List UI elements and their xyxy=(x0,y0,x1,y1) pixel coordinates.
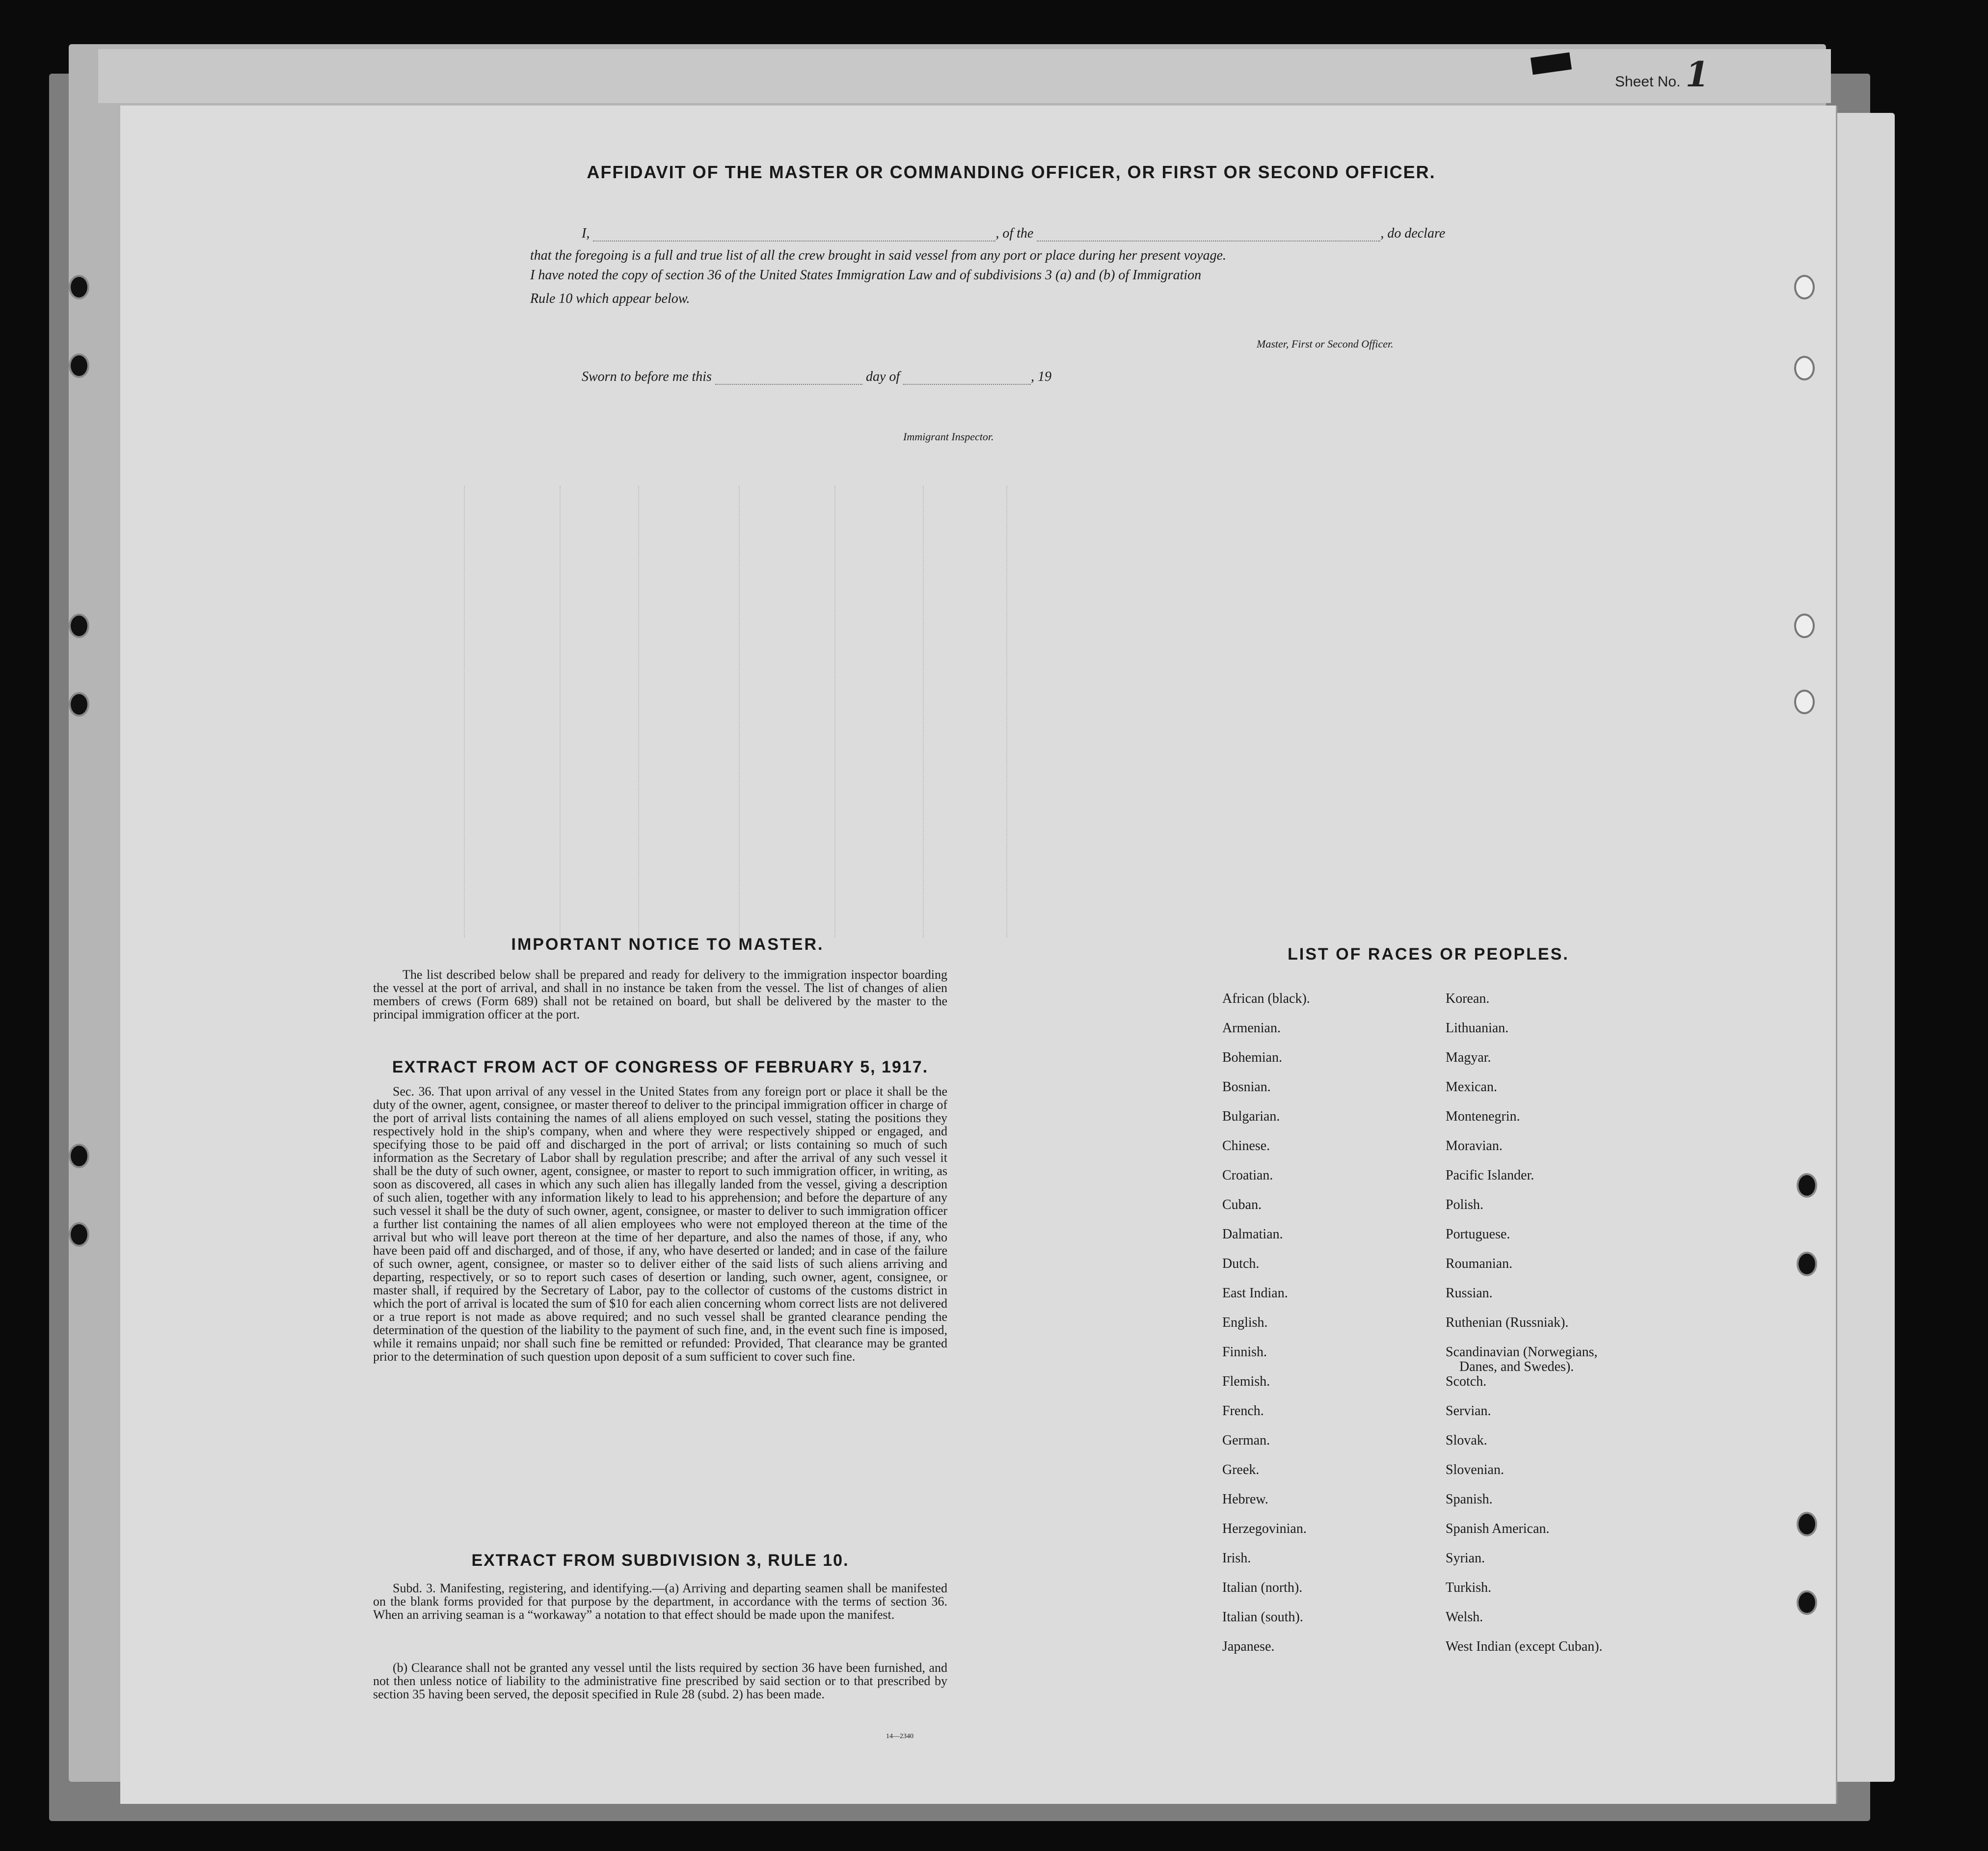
race-item: Polish. xyxy=(1446,1197,1484,1212)
race-item: Chinese. xyxy=(1222,1138,1270,1154)
race-item: Hebrew. xyxy=(1222,1492,1268,1507)
race-item: East Indian. xyxy=(1222,1286,1288,1301)
binder-hole xyxy=(69,1144,89,1168)
race-item: Bosnian. xyxy=(1222,1079,1271,1095)
sworn-day-of: day of xyxy=(865,369,900,384)
affidavit-line-2: that the foregoing is a full and true list of all the crew brought in said vessel from any port or place during her present voyage. xyxy=(530,248,1227,263)
sheet-number-value: 1 xyxy=(1685,54,1710,95)
binder-hole xyxy=(1794,356,1815,380)
affidavit-line-1 xyxy=(582,226,1445,241)
race-item: Spanish American. xyxy=(1446,1521,1550,1536)
extract-rule-body-b: (b) Clearance shall not be granted any vessel until the lists required by section 36 have been furnished, and not then unless notice of liability to the administrative fine prescribed by said section or to that prescribed by section 35 having been served, the deposit specified in Rule 28 (subd. 2) has been made. xyxy=(373,1661,947,1701)
top-sheet-strip xyxy=(98,49,1831,103)
race-item: Turkish. xyxy=(1446,1580,1492,1595)
binder-hole xyxy=(1797,1590,1817,1615)
affidavit-do-declare: , do declare xyxy=(1380,226,1446,241)
binder-hole xyxy=(1794,614,1815,638)
race-item: Japanese. xyxy=(1222,1639,1275,1654)
sworn-year: , 19 xyxy=(1031,369,1052,384)
race-item: Scotch. xyxy=(1446,1374,1487,1389)
column-rule xyxy=(638,486,639,938)
binder-hole xyxy=(1794,275,1815,299)
extract-rule-body-a: Subd. 3. Manifesting, registering, and identifying.—(a) Arriving and departing seamen shall be manifested on the blank forms provided for that purpose by the department, in accordance with the terms of section 36. When an arriving seaman is a “workaway” a notation to that effect should be made upon the manifest. xyxy=(373,1581,947,1622)
race-item: Portuguese. xyxy=(1446,1227,1510,1242)
races-title: LIST OF RACES OR PEOPLES. xyxy=(1288,945,1569,964)
column-rule xyxy=(834,486,835,938)
column-rule xyxy=(1006,486,1007,938)
extract-act-title: EXTRACT FROM ACT OF CONGRESS OF FEBRUARY 5, 1917. xyxy=(392,1058,929,1076)
affidavit-of-the: , of the xyxy=(995,226,1034,241)
race-item: Montenegrin. xyxy=(1446,1109,1520,1124)
race-item: Greek. xyxy=(1222,1462,1260,1477)
affidavit-i: I, xyxy=(582,226,590,241)
race-item: Spanish. xyxy=(1446,1492,1493,1507)
race-item: Mexican. xyxy=(1446,1079,1497,1095)
race-item: Roumanian. xyxy=(1446,1256,1513,1271)
sworn-line xyxy=(582,369,1051,385)
inspector-signature-label: Immigrant Inspector. xyxy=(903,430,994,443)
race-item: Dutch. xyxy=(1222,1256,1260,1271)
notice-body: The list described below shall be prepared and ready for delivery to the immigration inspector boarding the vessel at the port of arrival, and shall in no instance be taken from the vessel. The list of changes of alien members of crews (Form 689) shall not be retained on board, but shall be delivered by the master to the principal immigration officer at the port. xyxy=(373,967,947,1021)
vessel-field[interactable] xyxy=(1037,227,1380,241)
race-item: Syrian. xyxy=(1446,1551,1485,1566)
race-item: West Indian (except Cuban). xyxy=(1446,1639,1603,1654)
race-item: Armenian. xyxy=(1222,1020,1281,1036)
race-item: Slovenian. xyxy=(1446,1462,1504,1477)
race-item: Croatian. xyxy=(1222,1168,1273,1183)
binder-hole xyxy=(69,614,89,638)
race-item: Moravian. xyxy=(1446,1138,1503,1154)
sworn-month-field[interactable] xyxy=(903,370,1031,385)
race-item: Magyar. xyxy=(1446,1050,1491,1065)
race-item: Flemish. xyxy=(1222,1374,1270,1389)
binder-hole xyxy=(69,275,89,299)
race-item: Italian (north). xyxy=(1222,1580,1303,1595)
extract-rule-title: EXTRACT FROM SUBDIVISION 3, RULE 10. xyxy=(471,1551,849,1570)
name-field[interactable] xyxy=(593,227,995,241)
race-item: African (black). xyxy=(1222,991,1310,1006)
race-item: Herzegovinian. xyxy=(1222,1521,1307,1536)
race-item: Italian (south). xyxy=(1222,1610,1303,1625)
form-number: 14—2340 xyxy=(886,1733,913,1740)
race-item: Servian. xyxy=(1446,1403,1491,1419)
race-item: Slovak. xyxy=(1446,1433,1487,1448)
race-item: Scandinavian (Norwegians, Danes, and Swedes). xyxy=(1446,1344,1598,1374)
column-rule xyxy=(464,486,465,938)
race-item: Cuban. xyxy=(1222,1197,1262,1212)
race-item: Dalmatian. xyxy=(1222,1227,1283,1242)
affidavit-line-3: I have noted the copy of section 36 of the United States Immigration Law and of subdivisions 3 (a) and (b) of Immigration xyxy=(530,268,1202,283)
sheet-number xyxy=(1615,54,1709,95)
race-item: Welsh. xyxy=(1446,1610,1483,1625)
column-rule xyxy=(739,486,740,938)
race-item: Bohemian. xyxy=(1222,1050,1283,1065)
affidavit-title: AFFIDAVIT OF THE MASTER OR COMMANDING OFFICER, OR FIRST OR SECOND OFFICER. xyxy=(587,162,1436,182)
race-item: Korean. xyxy=(1446,991,1490,1006)
race-item: Ruthenian (Russniak). xyxy=(1446,1315,1569,1330)
binder-hole xyxy=(69,692,89,717)
binder-hole xyxy=(1797,1512,1817,1536)
column-rule xyxy=(923,486,924,938)
race-item: Bulgarian. xyxy=(1222,1109,1280,1124)
race-item: Irish. xyxy=(1222,1551,1251,1566)
affidavit-line-4: Rule 10 which appear below. xyxy=(530,291,690,306)
race-item: Lithuanian. xyxy=(1446,1020,1509,1036)
notice-title: IMPORTANT NOTICE TO MASTER. xyxy=(511,935,824,954)
master-signature-label: Master, First or Second Officer. xyxy=(1257,338,1394,350)
binder-hole xyxy=(1797,1252,1817,1276)
binder-hole xyxy=(1797,1173,1817,1198)
binder-hole xyxy=(69,353,89,378)
sworn-text: Sworn to before me this xyxy=(582,369,712,384)
race-item: German. xyxy=(1222,1433,1270,1448)
race-item: French. xyxy=(1222,1403,1264,1419)
extract-act-body: Sec. 36. That upon arrival of any vessel in the United States from any foreign port or place it shall be the duty of the owner, agent, consignee, or master thereof to deliver to the principal immigration officer in charge of the port of arrival lists containing the names of all aliens employed on such vessel, stating the positions they respectively hold in the ship's company, when and where they were respectively shipped or engaged, and specifying those to be paid off and discharged in the port of arrival; or lists containing so much of such information as the Secretary of Labor shall by regulation prescribe; and after the arrival of any such vessel it shall be the duty of such owner, agent, consignee, or master to report to such immigration officer, in writing, as soon as discovered, all cases in which any such alien has illegally landed from the vessel, giving a description of such alien, together with any information likely to lead to his apprehension; and before the departure of any such vessel it shall be the duty of such owner, agent, consignee, or master to deliver to such immigration officer a further list containing the names of all alien employees who were not employed thereon at the time of the arrival but who will leave port thereon at the time of her departure, and also the names of those, if any, who have been paid off and discharged, and of those, if any, who have deserted or landed; and in case of the failure of such owner, agent, consignee, or master so to deliver either of the said lists of such aliens arriving and departing, respectively, or so to report such cases of desertion or landing, such owner, agent, consignee, or master shall, if required by the Secretary of Labor, pay to the collector of customs of the customs district in which the port of arrival is located the sum of $10 for each alien concerning whom correct lists are not delivered or a true report is not made as above required; and no such vessel shall be granted clearance pending the determination of the question of the liability to the payment of such fine, and, in the event such fine is imposed, while it remains unpaid; nor shall such fine be remitted or refunded: Provided, That clearance may be granted prior to the determination of such question upon deposit of a sum sufficient to cover such fine. xyxy=(373,1084,947,1364)
race-item: Russian. xyxy=(1446,1286,1493,1301)
binder-hole xyxy=(1794,690,1815,714)
race-item: Finnish. xyxy=(1222,1344,1267,1360)
binder-hole xyxy=(69,1222,89,1247)
sheet-label: Sheet No. xyxy=(1615,74,1681,90)
column-rule xyxy=(560,486,561,938)
race-item: English. xyxy=(1222,1315,1268,1330)
race-item: Pacific Islander. xyxy=(1446,1168,1534,1183)
sworn-day-field[interactable] xyxy=(715,370,862,385)
